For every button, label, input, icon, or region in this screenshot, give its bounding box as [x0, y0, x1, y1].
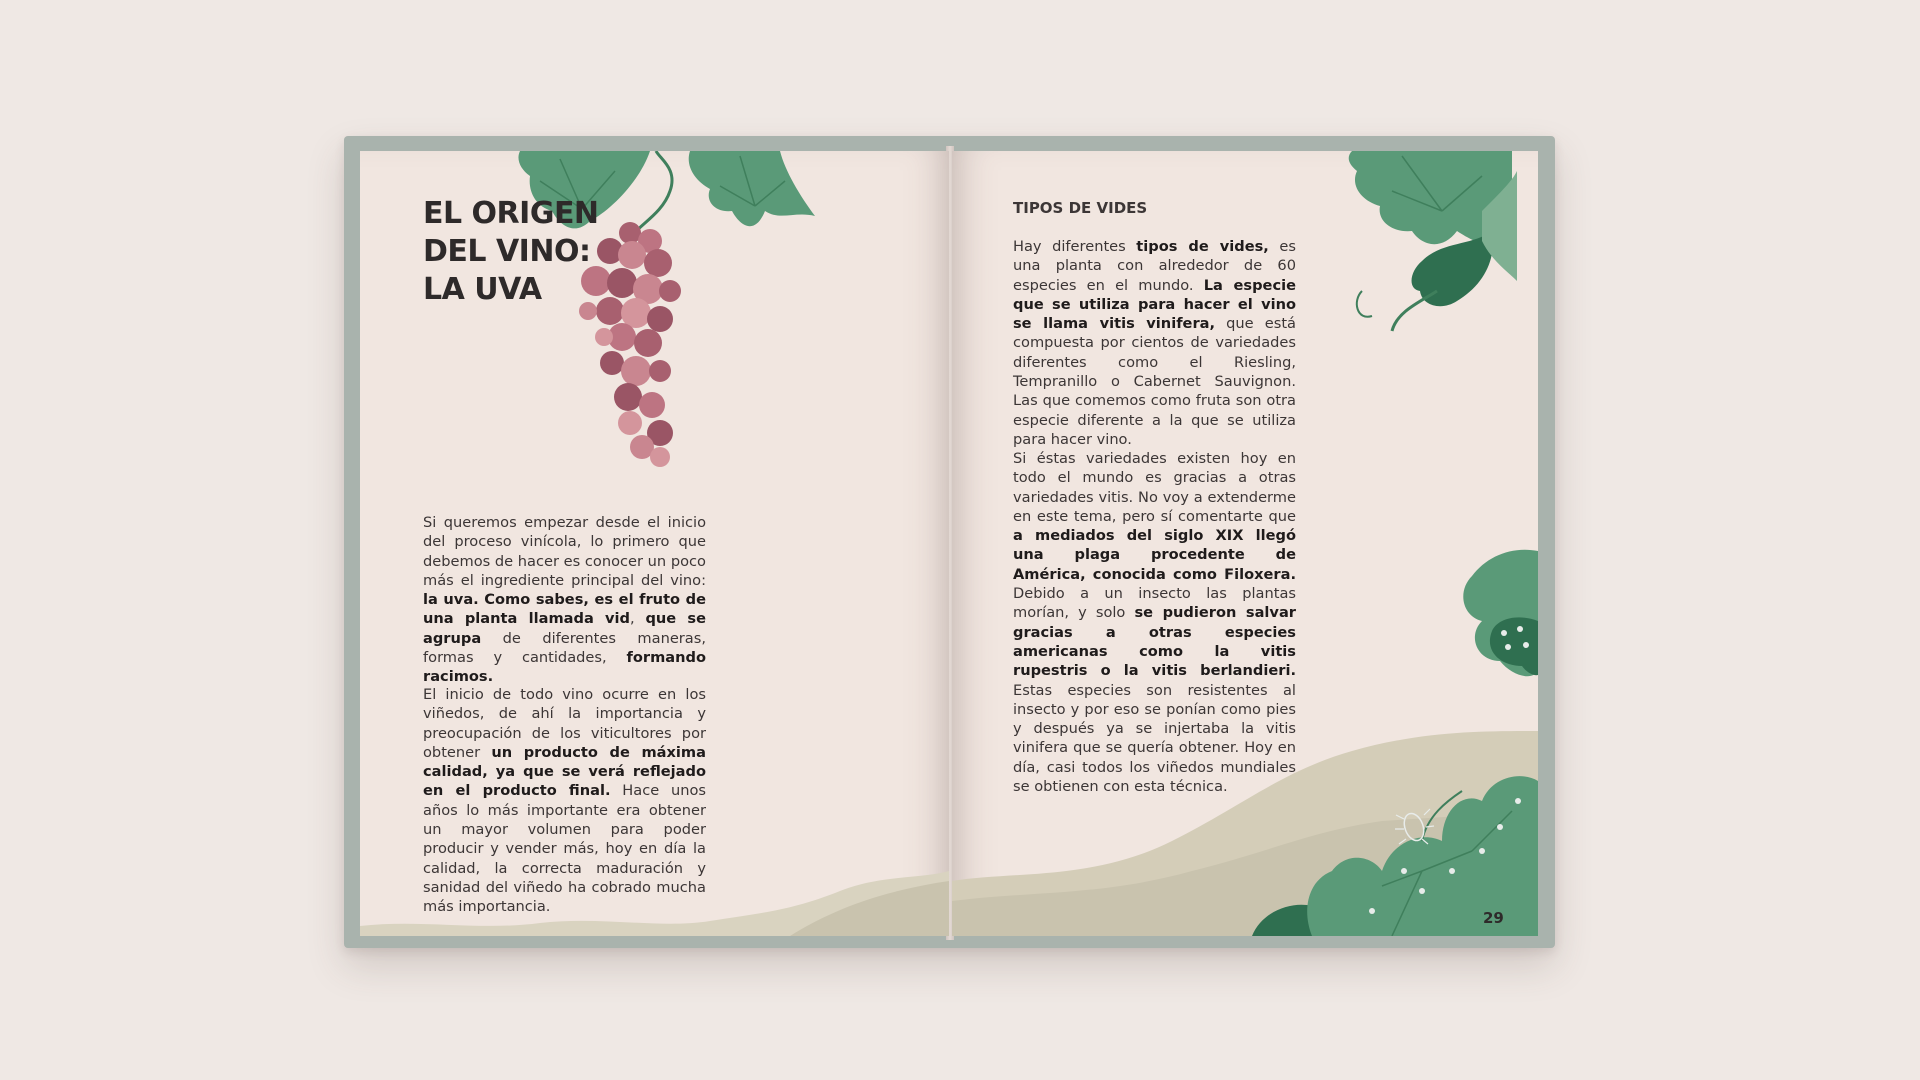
title-line: LA UVA — [423, 272, 542, 307]
text-run: Estas especies son resistentes al insecto y por eso se ponían como pies y después ya se injertaba la vitis vinifera que se quería obtener. Hoy en día, casi todos los viñedos mundiales se obtienen con esta técnica. — [1013, 681, 1296, 796]
bold-text-run: la uva. Como sabes, es el fruto de una planta llamada vid — [423, 591, 706, 628]
vineyard-paragraph — [423, 685, 706, 917]
chapter-title — [423, 195, 599, 309]
right-page — [952, 151, 1538, 936]
text-run: Hay diferentes — [1013, 238, 1137, 255]
bold-text-run: un producto de máxima calidad, ya que se verá reflejado en el producto final. — [423, 743, 706, 800]
text-run: , — [630, 610, 646, 628]
title-line: DEL VINO: — [423, 234, 591, 269]
text-run: es una planta con alrededor de 60 especies en el mundo. — [1013, 238, 1296, 294]
left-page — [360, 151, 949, 936]
bold-text-run: que se agrupa — [423, 610, 707, 647]
intro-paragraph — [423, 513, 706, 687]
bold-text-run: a mediados del siglo XIX llegó una plaga procedente de América, conocida como Filoxera. — [1013, 527, 1296, 583]
section-heading: TIPOS DE VIDES — [1013, 199, 1148, 217]
vine-types-paragraph — [1013, 237, 1296, 449]
text-run: Si éstas variedades existen hoy en todo el mundo es gracias a otras variedades vitis. No voy a extenderme en este tema, pero sí comentarte que — [1013, 450, 1296, 525]
text-run: de diferentes maneras, formas y cantidades, — [423, 629, 706, 667]
page-number: 29 — [1483, 909, 1504, 927]
text-run: que está compuesta por cientos de variedades diferentes como el Riesling, Tempranillo o Cabernet Sauvignon. Las que comemos como fruta son otra especie diferente a la que se utiliza para hacer vino. — [1013, 315, 1296, 448]
text-run: Hace unos años lo más importante era obtener un mayor volumen para poder producir y vender más, hoy en día la calidad, la correcta maduración y sanidad del viñedo ha cobrado mucha más importancia. — [423, 782, 706, 916]
bold-text-run: tipos de vides, — [1136, 238, 1269, 255]
bold-text-run: La especie que se utiliza para hacer el vino se llama vitis vinifera, — [1013, 276, 1296, 333]
bold-text-run: formando racimos. — [423, 649, 706, 686]
phylloxera-paragraph — [1013, 449, 1296, 796]
text-run: El inicio de todo vino ocurre en los viñedos, de ahí la importancia y preocupación de los viticultores por obtener — [423, 686, 706, 761]
grape-leaf-icon — [1412, 231, 1493, 306]
title-line: EL ORIGEN — [423, 196, 599, 231]
text-run: Si queremos empezar desde el inicio del proceso vinícola, lo primero que debemos de hacer es conocer un poco más el ingrediente principal del vino: — [423, 514, 706, 589]
text-run: Debido a un insecto las plantas morían, y solo — [1013, 585, 1296, 622]
grape-leaf-icon — [689, 151, 815, 226]
bold-text-run: se pudieron salvar gracias a otras especies americanas como la vitis rupestris o la vitis berlandieri. — [1013, 604, 1296, 680]
